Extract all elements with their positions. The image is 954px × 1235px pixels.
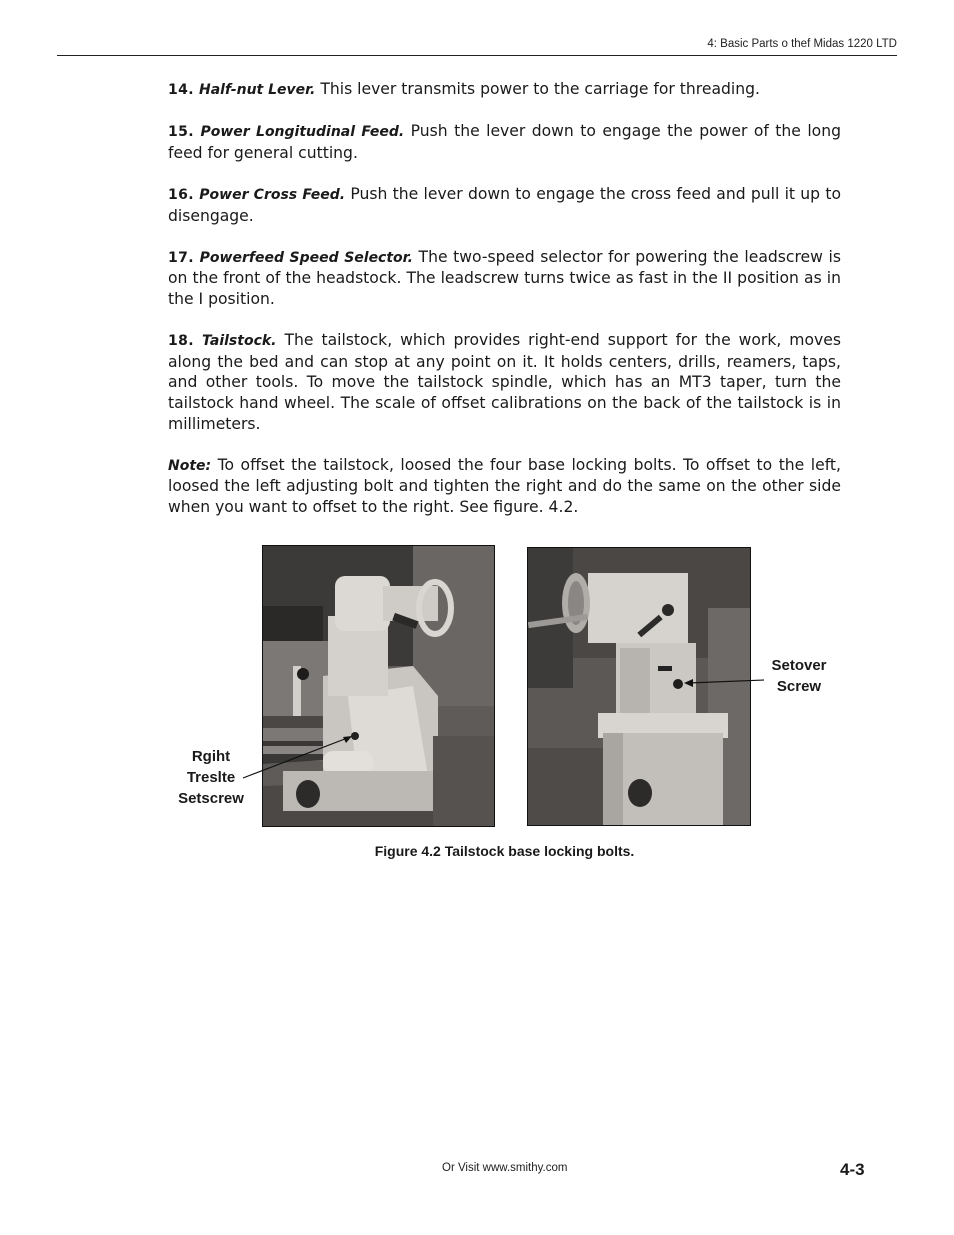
photo-tailstock-left [262,545,495,827]
label-line: Treslte [186,769,236,786]
item-term: Half-nut Lever. [198,82,316,98]
item-number: 17. [168,249,195,266]
label-line: Rgiht [191,748,231,765]
running-header: 4: Basic Parts o thef Midas 1220 LTD [707,38,897,50]
item-number: 18. [168,333,195,350]
figure-caption: Figure 4.2 Tailstock base locking bolts. [374,843,635,859]
photo-left-image [263,546,494,826]
item-text: The two-speed selector for powering the leadscrew is on the front of the headstock. The leadscrew turns twice as fast in the II position as in the I position. [168,247,841,308]
item-15 [168,121,841,163]
body-text [168,79,841,538]
photo-right-image [528,548,750,825]
label-right-tailstock-setscrew [168,746,254,809]
photo-tailstock-right [527,547,751,826]
item-17 [168,247,841,310]
footer-url: Or Visit www.smithy.com [442,1162,568,1174]
header-rule [57,55,897,56]
item-14 [168,79,841,101]
item-term: Power Longitudinal Feed. [200,124,405,141]
note-label: Note: [168,457,212,474]
label-line: Setscrew [178,790,244,807]
item-text: Push the lever down to engage the power of the long feed for general cutting. [168,122,841,162]
label-line: Screw [776,678,822,695]
item-number: 15. [168,124,195,141]
item-text: The tailstock, which provides right-end support for the work, moves along the bed and can stop at any point on it. It holds centers, drills, reamers, taps, and other tools. To move the tailstock spindle, which has an MT3 taper, turn the tailstock hand wheel. The scale of offset calibrations on the back of the tailstock is in millimeters. [168,331,841,433]
label-line: Setover [771,657,827,674]
item-number: 16. [168,186,195,203]
note [168,455,841,518]
item-text: Push the lever down to engage the cross feed and pull it up to disengage. [168,184,841,225]
page-number: 4-3 [840,1160,865,1179]
label-setover-screw [762,655,836,697]
item-16 [168,184,841,226]
item-term: Powerfeed Speed Selector. [199,249,413,266]
item-term: Tailstock. [202,333,277,350]
item-term: Power Cross Feed. [199,186,346,203]
note-text: To offset the tailstock, loosed the four base locking bolts. To offset to the left, loosed the left adjusting bolt and tighten the right and do the same on the other side when you want to offset to the right. See figure. 4.2. [168,455,841,516]
item-number: 14. [168,82,195,98]
item-text: This lever transmits power to the carriage for threading. [315,80,760,98]
item-18 [168,330,841,434]
